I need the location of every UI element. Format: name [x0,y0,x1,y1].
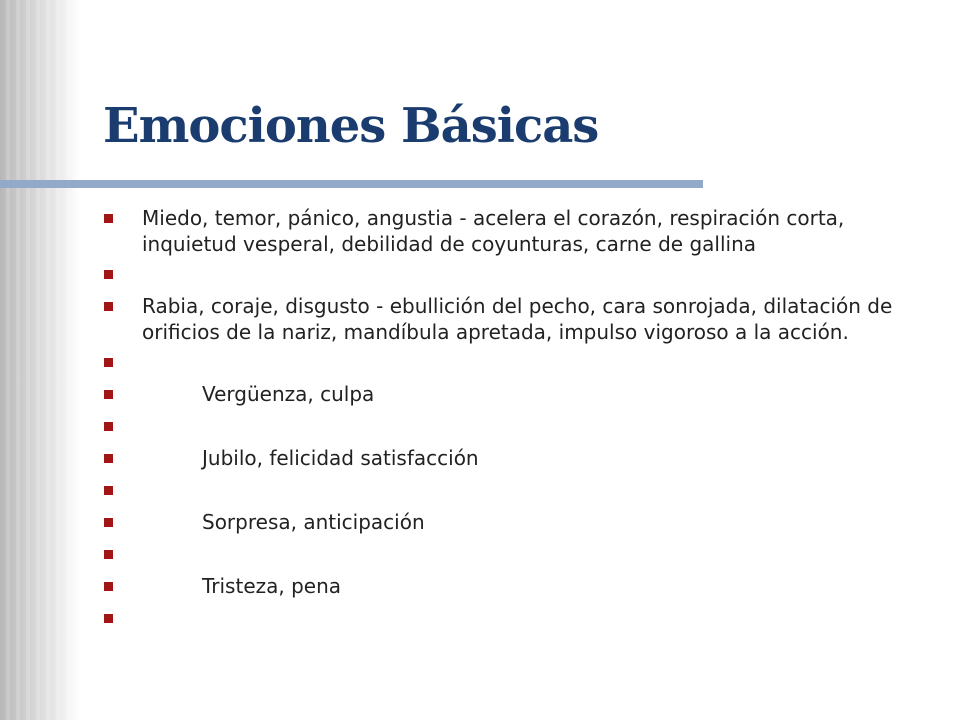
bullet-item-sorpresa [104,509,924,535]
bullet-item-empty [104,605,924,631]
square-bullet-icon [104,214,113,223]
bullet-item-empty [104,477,924,503]
bullet-item-empty [104,541,924,567]
side-gradient-band [0,0,80,720]
square-bullet-icon [104,550,113,559]
title-underline-rule [0,180,703,188]
bullet-item-empty [104,349,924,375]
bullet-item-tristeza [104,573,924,599]
bullet-item-rabia [104,293,924,345]
bullet-item-empty [104,261,924,287]
bullet-text: Vergüenza, culpa [202,382,375,406]
bullet-text: Tristeza, pena [202,574,342,598]
bullet-text: Sorpresa, anticipación [202,510,425,534]
bullet-item-verguenza [104,381,924,407]
bullet-list [104,205,924,637]
square-bullet-icon [104,302,113,311]
square-bullet-icon [104,358,113,367]
square-bullet-icon [104,486,113,495]
square-bullet-icon [104,422,113,431]
bullet-text: Rabia, coraje, disgusto - ebullición del pecho, cara sonrojada, dilatación de orificios de la nariz, mandíbula apretada, impulso vigoroso a la acción. [142,294,893,344]
bullet-item-empty [104,413,924,439]
bullet-text: Jubilo, felicidad satisfacción [202,446,479,470]
square-bullet-icon [104,390,113,399]
square-bullet-icon [104,518,113,527]
square-bullet-icon [104,614,113,623]
bullet-item-jubilo [104,445,924,471]
slide-title: Emociones Básicas [103,98,599,154]
bullet-text: Miedo, temor, pánico, angustia - acelera el corazón, respiración corta, inquietud vesperal, debilidad de coyunturas, carne de gallina [142,206,845,256]
square-bullet-icon [104,454,113,463]
square-bullet-icon [104,582,113,591]
bullet-item-miedo [104,205,924,257]
square-bullet-icon [104,270,113,279]
